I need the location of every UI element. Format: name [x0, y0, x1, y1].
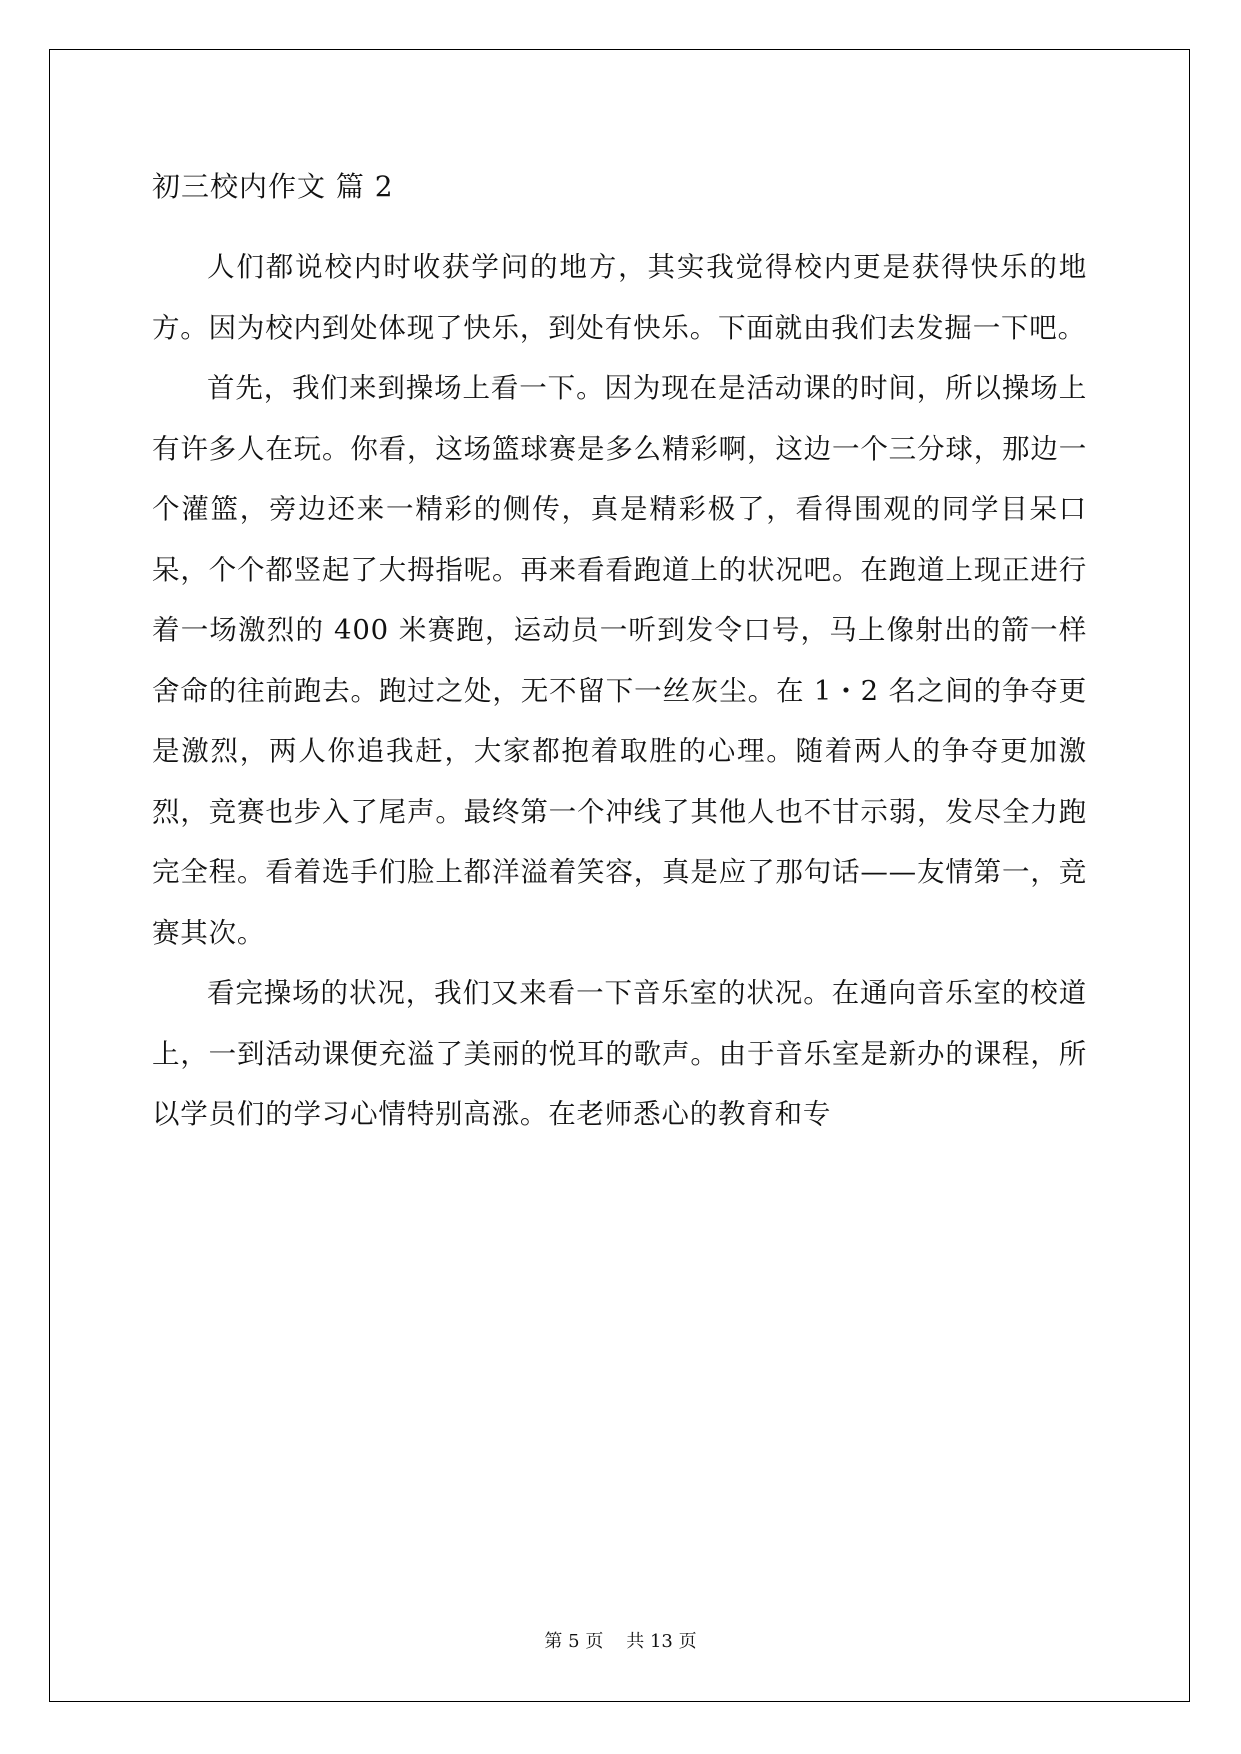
paragraph-1: 人们都说校内时收获学问的地方，其实我觉得校内更是获得快乐的地方。因为校内到处体现了快乐，到处有快乐。下面就由我们去发掘一下吧。 — [152, 251, 1087, 344]
page-number: 第 5 页 — [544, 1631, 604, 1652]
paragraph-2: 首先，我们来到操场上看一下。因为现在是活动课的时间，所以操场上有许多人在玩。你看，这场篮球赛是多么精彩啊，这边一个三分球，那边一个灌篮，旁边还来一精彩的侧传，真是精彩极了，看得围观的同学目呆口呆，个个都竖起了大拇指呢。再来看看跑道上的状况吧。在跑道上现正进行着一场激烈的 400 米赛跑，运动员一听到发令口号，马上像射出的箭一样舍命的往前跑去。跑过之处，无不留下一丝灰尘。在 1・2 名之间的争夺更是激烈，两人你追我赶，大家都抱着取胜的心理。随着两人的争夺更加激烈，竞赛也步入了尾声。最终第一个冲线了其他人也不甘示弱，发尽全力跑完全程。看着选手们脸上都洋溢着笑容，真是应了那句话——友情第一，竞赛其次。 — [152, 372, 1087, 949]
document-body — [152, 162, 1087, 1145]
paragraph-3: 看完操场的状况，我们又来看一下音乐室的状况。在通向音乐室的校道上，一到活动课便充溢了美丽的悦耳的歌声。由于音乐室是新办的课程，所以学员们的学习心情特别高涨。在老师悉心的教育和专 — [152, 977, 1087, 1130]
page-total: 共 13 页 — [626, 1631, 697, 1652]
page-footer — [0, 1627, 1241, 1653]
document-title: 初三校内作文 篇 2 — [152, 170, 394, 203]
